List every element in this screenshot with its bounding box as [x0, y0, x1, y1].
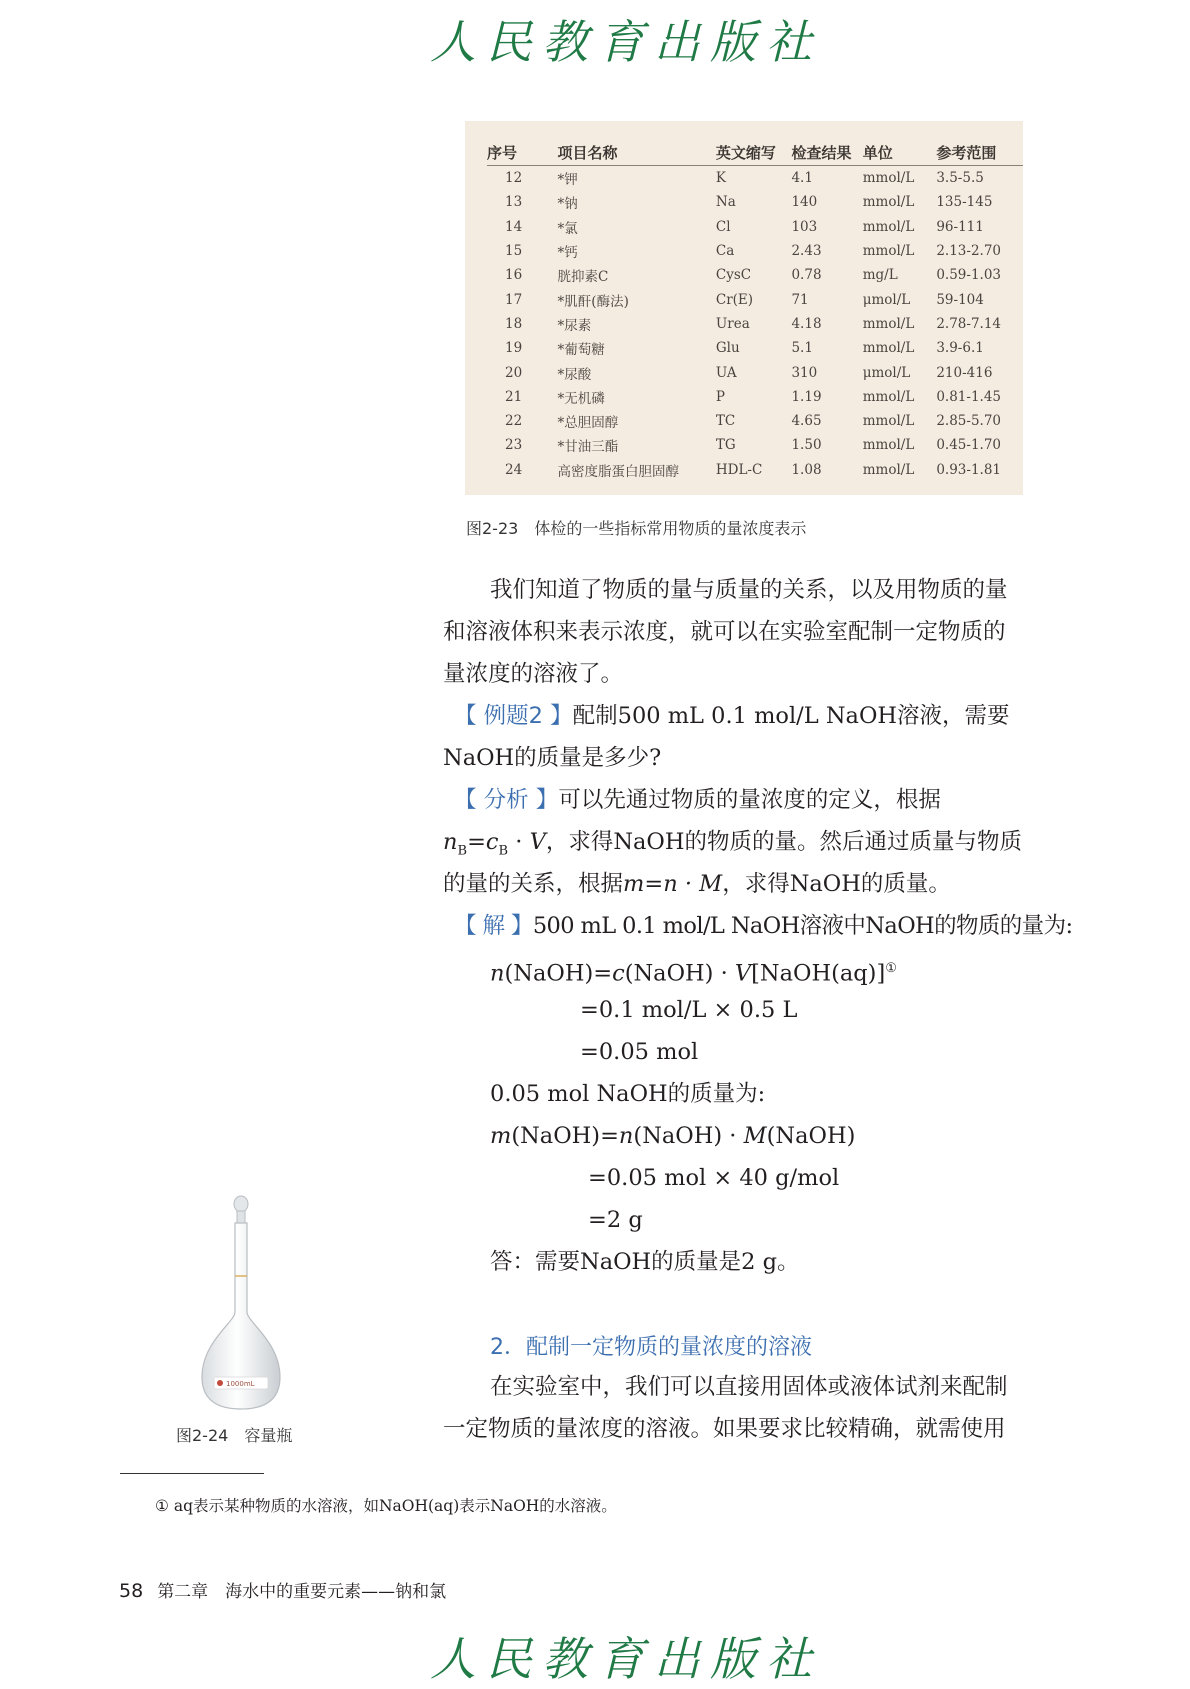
cell-item-name: *肌酐(酶法): [557, 293, 629, 310]
cell-index: 21: [505, 388, 523, 405]
formula-6: =2 g: [588, 1207, 643, 1233]
table-row: [487, 360, 1023, 384]
cell-abbreviation: Na: [715, 194, 736, 211]
header-index: 序号: [487, 143, 518, 162]
cell-index: 23: [505, 437, 523, 454]
cell-abbreviation: Cl: [715, 218, 731, 235]
table-row: [487, 433, 1023, 457]
table-row: [487, 409, 1023, 433]
formula-3: =0.05 mol: [580, 1039, 699, 1065]
cell-unit: mmol/L: [862, 218, 915, 235]
cell-abbreviation: K: [715, 170, 726, 187]
intro-line-3: 量浓度的溶液了。: [443, 661, 624, 687]
cell-item-name: *总胆固醇: [557, 415, 619, 432]
cell-unit: mmol/L: [862, 388, 915, 405]
table-row: [487, 312, 1023, 336]
cell-index: 24: [505, 461, 523, 478]
cell-index: 20: [505, 364, 523, 381]
solution-label: 【 解 】: [454, 913, 533, 939]
cell-reference-range: 210-416: [936, 364, 993, 381]
analysis-line-2: $n_B=c_B \cdot V$，求得NaOH的物质的量。然后通过质量与物质: [443, 829, 1022, 859]
cell-abbreviation: P: [715, 388, 725, 405]
publisher-logo-bottom: 人民教育出版社: [430, 1632, 822, 1686]
cell-unit: mmol/L: [862, 315, 915, 332]
cell-item-name: *葡萄糖: [557, 342, 605, 359]
header-result: 检查结果: [791, 143, 852, 162]
lab-results-table: [487, 139, 1023, 482]
example-line-1: [454, 696, 1010, 738]
section-line-1: 在实验室中，我们可以直接用固体或液体试剂来配制: [490, 1374, 1008, 1400]
cell-index: 22: [505, 413, 523, 430]
header-abbreviation: 英文缩写: [715, 143, 776, 162]
cell-unit: μmol/L: [862, 364, 911, 381]
header-item-name: 项目名称: [557, 143, 618, 162]
cell-unit: mmol/L: [862, 413, 915, 430]
cell-reference-range: 3.5-5.5: [936, 170, 984, 187]
footnote-divider: [120, 1473, 264, 1474]
cell-unit: mmol/L: [862, 243, 915, 260]
analysis-line-1: [454, 780, 941, 822]
cell-item-name: 高密度脂蛋白胆固醇: [557, 463, 680, 480]
cell-reference-range: 0.59-1.03: [936, 267, 1002, 284]
cell-abbreviation: HDL-C: [715, 461, 763, 478]
cell-item-name: *无机磷: [557, 390, 605, 407]
cell-item-name: *氯: [557, 220, 578, 237]
cell-result: 5.1: [791, 340, 813, 357]
table-row: [487, 336, 1023, 360]
footnote: ① aq表示某种物质的水溶液，如NaOH(aq)表示NaOH的水溶液。: [155, 1497, 617, 1515]
cell-item-name: *钾: [557, 172, 578, 189]
volumetric-flask-image: [196, 1192, 286, 1412]
intro-line-2: 和溶液体积来表示浓度，就可以在实验室配制一定物质的: [443, 619, 1006, 645]
cell-result: 4.1: [791, 170, 813, 187]
cell-abbreviation: Ca: [715, 243, 735, 260]
analysis-label: 【 分析 】: [454, 787, 559, 813]
table-row: [487, 239, 1023, 263]
table-row: [487, 215, 1023, 239]
analysis-text: 可以先通过物质的量浓度的定义，根据: [558, 787, 941, 813]
cell-reference-range: 0.81-1.45: [936, 388, 1002, 405]
cell-abbreviation: Cr(E): [715, 291, 754, 308]
cell-abbreviation: Glu: [715, 340, 740, 357]
page-footer: [119, 1577, 446, 1602]
formula-1: n(NaOH)=c(NaOH) · V[NaOH(aq)]①: [490, 960, 897, 987]
cell-index: 19: [505, 340, 523, 357]
cell-index: 18: [505, 315, 523, 332]
cell-result: 1.08: [791, 461, 822, 478]
table-row: [487, 263, 1023, 287]
cell-result: 71: [791, 291, 809, 308]
cell-result: 310: [791, 364, 818, 381]
table-row: [487, 166, 1023, 190]
cell-result: 4.65: [791, 413, 822, 430]
cell-reference-range: 2.85-5.70: [936, 413, 1002, 430]
cell-reference-range: 135-145: [936, 194, 993, 211]
page-number: 58: [119, 1580, 144, 1602]
cell-unit: mmol/L: [862, 437, 915, 454]
cell-index: 15: [505, 243, 523, 260]
cell-index: 17: [505, 291, 523, 308]
cell-reference-range: 59-104: [936, 291, 984, 308]
section-heading: 2．配制一定物质的量浓度的溶液: [490, 1335, 812, 1360]
cell-index: 16: [505, 267, 523, 284]
cell-result: 1.19: [791, 388, 822, 405]
cell-reference-range: 2.13-2.70: [936, 243, 1002, 260]
cell-abbreviation: TC: [715, 413, 736, 430]
cell-item-name: *钙: [557, 245, 578, 262]
flask-label: 1000mL: [226, 1380, 255, 1388]
cell-item-name: 胱抑素C: [557, 269, 609, 286]
chapter-title: 第二章 海水中的重要元素——钠和氯: [157, 1582, 447, 1602]
cell-unit: mmol/L: [862, 340, 915, 357]
solution-text: 500 mL 0.1 mol/L NaOH溶液中NaOH的物质的量为:: [532, 913, 1073, 939]
example-label: 【 例题2 】: [454, 703, 573, 729]
cell-reference-range: 0.93-1.81: [936, 461, 1002, 478]
cell-abbreviation: TG: [715, 437, 736, 454]
intro-line-1: 我们知道了物质的量与质量的关系，以及用物质的量: [490, 577, 1008, 603]
cell-result: 2.43: [791, 243, 822, 260]
cell-result: 1.50: [791, 437, 822, 454]
solution-line-1: [454, 906, 1072, 948]
section-line-2: 一定物质的量浓度的溶液。如果要求比较精确，就需使用: [443, 1416, 1006, 1442]
cell-item-name: *钠: [557, 196, 578, 213]
table-row: [487, 385, 1023, 409]
cell-index: 12: [505, 170, 523, 187]
figure-caption-2-23: 图2-23 体检的一些指标常用物质的量浓度表示: [466, 519, 807, 538]
answer-line: 答：需要NaOH的质量是2 g。: [490, 1249, 800, 1275]
cell-item-name: *尿酸: [557, 366, 592, 383]
cell-reference-range: 0.45-1.70: [936, 437, 1002, 454]
example-line-2: NaOH的质量是多少?: [443, 745, 662, 771]
cell-item-name: *尿素: [557, 317, 592, 334]
cell-unit: mmol/L: [862, 170, 915, 187]
table-row: [487, 287, 1023, 311]
cell-abbreviation: CysC: [715, 267, 752, 284]
formula-2: =0.1 mol/L × 0.5 L: [580, 997, 798, 1023]
footnote-marker: ①: [885, 961, 897, 976]
cell-result: 4.18: [791, 315, 822, 332]
table-header-row: [487, 139, 1023, 166]
solution-line-4: 0.05 mol NaOH的质量为:: [490, 1081, 766, 1107]
analysis-line-3: 的量的关系，根据m=n · M，求得NaOH的质量。: [443, 871, 951, 897]
table-row: [487, 458, 1023, 482]
formula-4: m(NaOH)=n(NaOH) · M(NaOH): [490, 1123, 856, 1149]
table-row: [487, 190, 1023, 214]
header-unit: 单位: [862, 143, 893, 162]
cell-abbreviation: Urea: [715, 315, 750, 332]
figure-caption-2-24: 图2-24 容量瓶: [176, 1426, 293, 1445]
cell-abbreviation: UA: [715, 364, 737, 381]
formula-5: =0.05 mol × 40 g/mol: [588, 1165, 840, 1191]
cell-unit: mmol/L: [862, 461, 915, 478]
cell-index: 14: [505, 218, 523, 235]
cell-unit: μmol/L: [862, 291, 911, 308]
cell-unit: mmol/L: [862, 194, 915, 211]
cell-result: 140: [791, 194, 818, 211]
cell-item-name: *甘油三酯: [557, 439, 619, 456]
cell-result: 103: [791, 218, 818, 235]
lab-results-table-image: [465, 121, 1023, 495]
cell-reference-range: 96-111: [936, 218, 984, 235]
example-text: 配制500 mL 0.1 mol/L NaOH溶液，需要: [572, 703, 1010, 729]
publisher-logo-top: 人民教育出版社: [430, 15, 822, 69]
cell-reference-range: 3.9-6.1: [936, 340, 984, 357]
cell-reference-range: 2.78-7.14: [936, 315, 1002, 332]
cell-index: 13: [505, 194, 523, 211]
cell-result: 0.78: [791, 267, 822, 284]
header-reference-range: 参考范围: [936, 143, 997, 162]
cell-unit: mg/L: [862, 267, 898, 284]
